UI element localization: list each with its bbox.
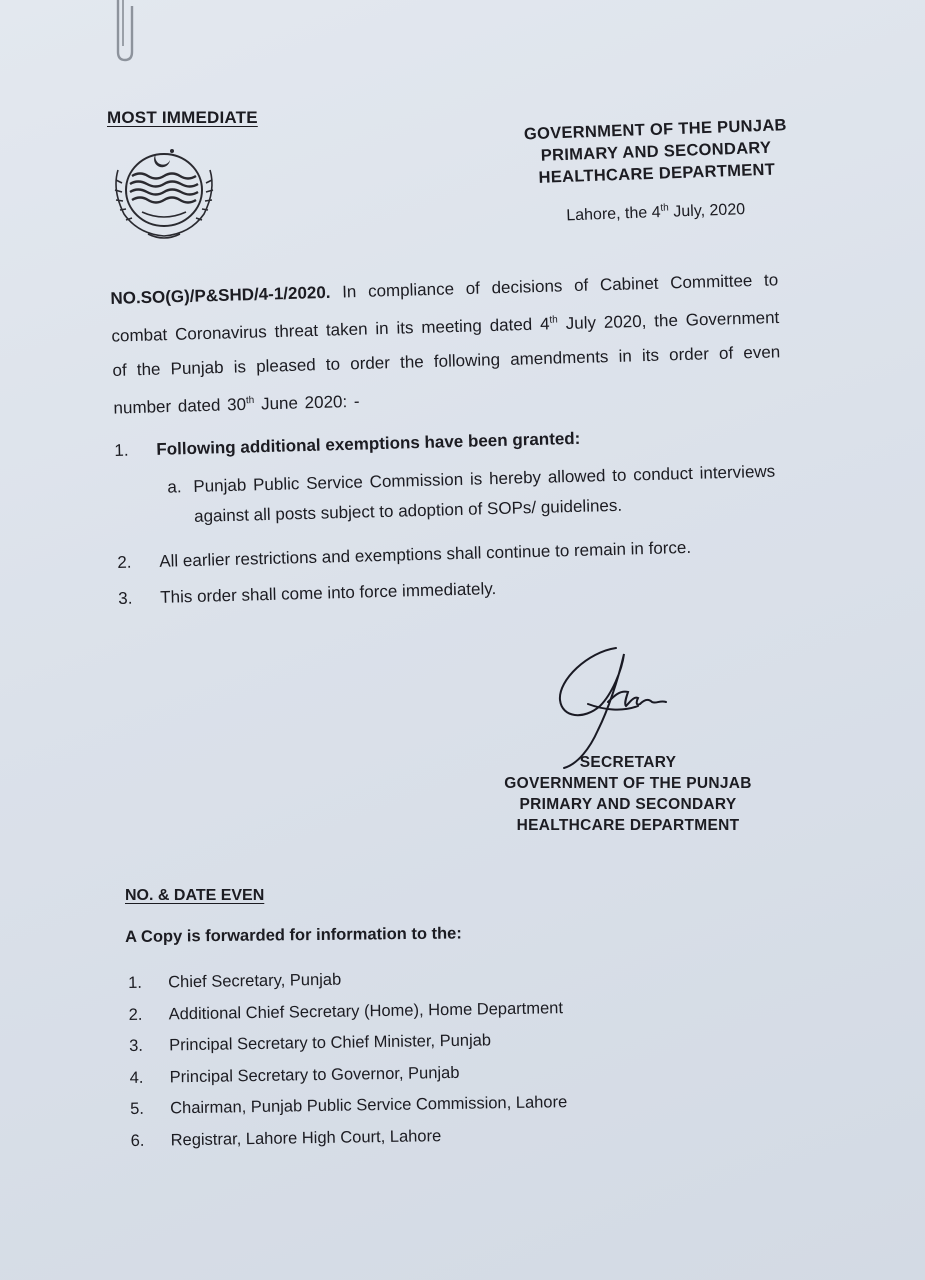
list-item: 4. Principal Secretary to Governor, Punjab [129, 1063, 460, 1087]
list-item: 1. Chief Secretary, Punjab [128, 970, 342, 992]
order-items-list [114, 419, 779, 628]
even-number-heading: NO. & DATE EVEN [125, 887, 265, 904]
sub-list-item: a. Punjab Public Service Commission is hereby allowed to conduct interviews against all posts subject to adoption of SOPs/ guidelines. [167, 461, 776, 526]
header-line-3: HEALTHCARE DEPARTMENT [538, 160, 776, 187]
list-item: 5. Chairman, Punjab Public Service Commission, Lahore [130, 1093, 568, 1118]
priority-label: MOST IMMEDIATE [107, 108, 258, 127]
order-body-paragraph: NO.SO(G)/P&SHD/4-1/2020. In compliance of decisions of Cabinet Committee to combat Coronavirus threat taken in its meeting dated 4th July 2020, the Government of the Punjab is pleased to order the following amendments in its order of even number dated 30th June 2020: - [110, 270, 781, 418]
order-reference-number: NO.SO(G)/P&SHD/4-1/2020. [110, 282, 331, 308]
forward-heading: A Copy is forwarded for information to the: [125, 924, 462, 946]
signatory-block [500, 752, 756, 836]
department-header [505, 114, 807, 190]
header-line-1: GOVERNMENT OF THE PUNJAB [523, 116, 788, 144]
signatory-line-3: HEALTHCARE DEPARTMENT [516, 817, 740, 834]
copy-recipients-list [128, 964, 651, 1161]
header-line-2: PRIMARY AND SECONDARY [540, 138, 772, 165]
paper-clip-icon [112, 0, 138, 64]
list-item: 2. Additional Chief Secretary (Home), Home Department [128, 998, 564, 1024]
list-item: 3. This order shall come into force immediately. [118, 579, 497, 608]
list-item: 2. All earlier restrictions and exemptions shall continue to remain in force. [117, 537, 692, 572]
list-item: 3. Principal Secretary to Chief Minister, Punjab [129, 1031, 492, 1055]
document-date: Lahore, the 4th July, 2020 [566, 201, 746, 225]
signatory-line-2: PRIMARY AND SECONDARY [519, 796, 737, 813]
punjab-emblem-icon [108, 140, 220, 244]
handwritten-signature [548, 640, 678, 770]
signatory-line-1: GOVERNMENT OF THE PUNJAB [504, 775, 752, 792]
list-item: 6. Registrar, Lahore High Court, Lahore [130, 1126, 442, 1150]
list-item: 1. Following additional exemptions have been granted: [114, 428, 581, 460]
signatory-title: SECRETARY [579, 754, 677, 771]
